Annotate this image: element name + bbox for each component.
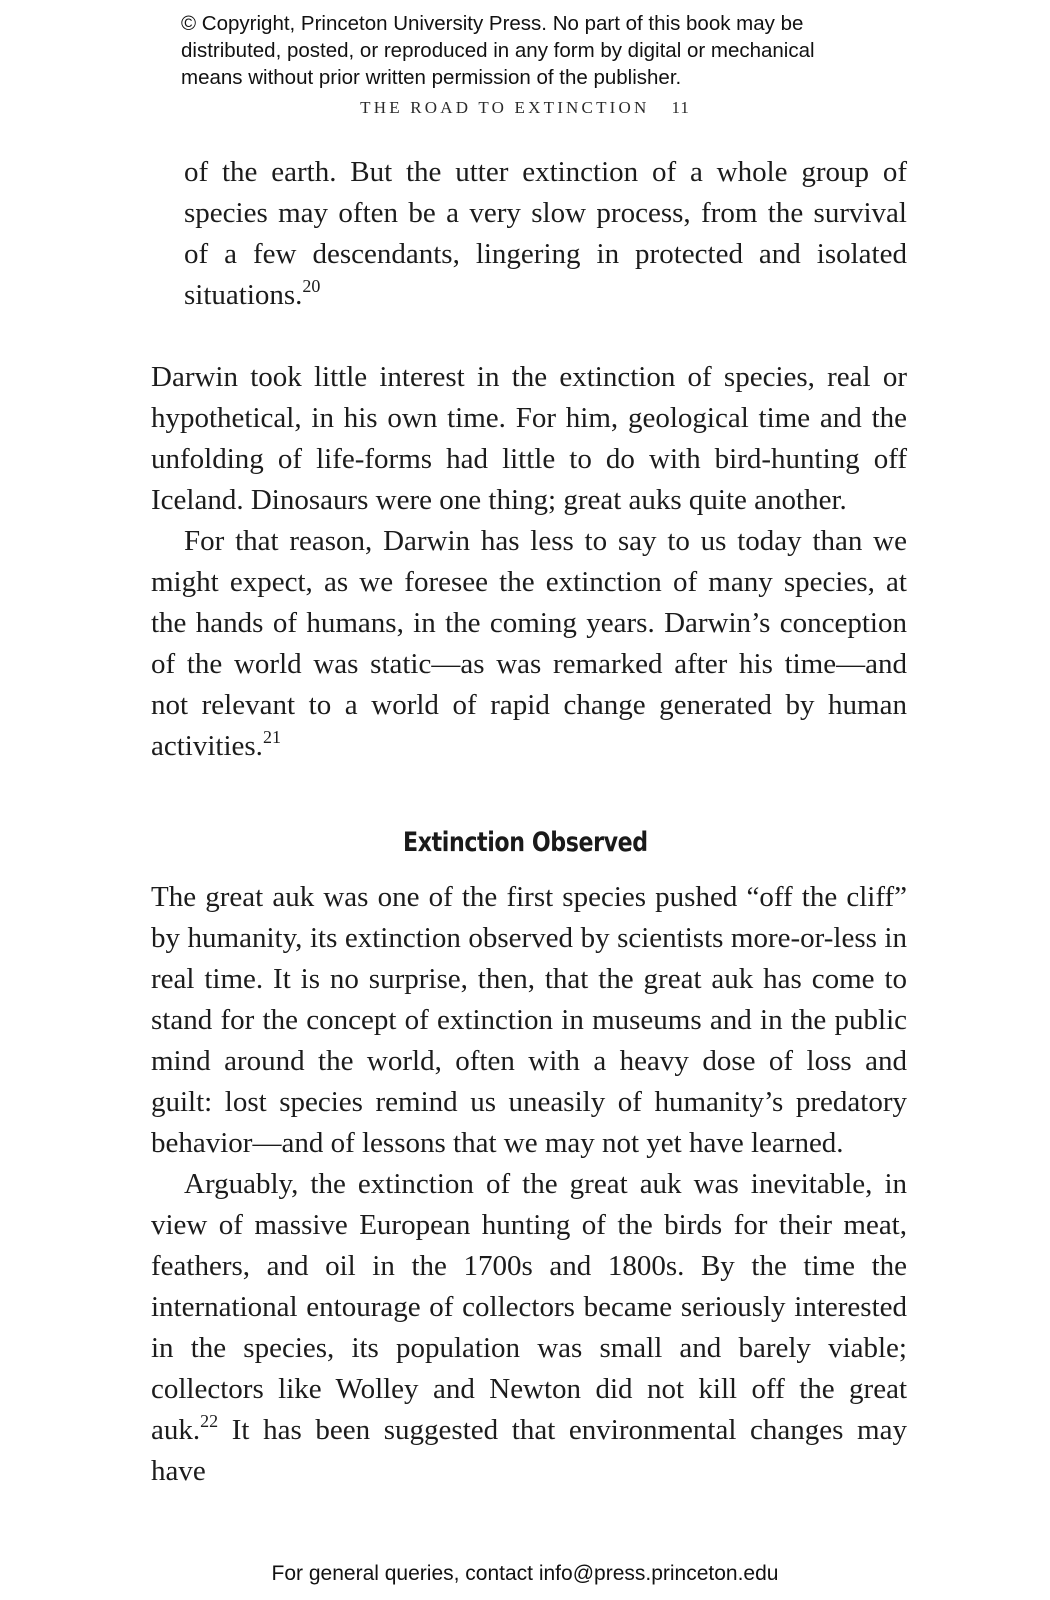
copyright-notice (181, 10, 901, 91)
copyright-line-1: © Copyright, Princeton University Press. No part of this book may be (181, 12, 804, 35)
body-section-darwin (151, 357, 907, 767)
copyright-line-3: means without prior written permission of the publisher. (181, 66, 682, 89)
paragraph-text: For that reason, Darwin has less to say to us today than we might expect, as we foresee the extinction of many species, at the hands of humans, in the coming years. Darwin’s conception of the world was static—as was remarked after his time—and not relevant to a world of rapid change generated by human activities. (151, 525, 907, 762)
page-number: 11 (671, 98, 690, 117)
section-heading: Extinction Observed (403, 827, 648, 858)
paragraph (151, 1164, 907, 1492)
footnote-ref-20: 20 (302, 276, 321, 296)
copyright-line-2: distributed, posted, or reproduced in any form by digital or mechanical (181, 39, 815, 62)
paragraph-text: Arguably, the extinction of the great auk was inevitable, in view of massive European hunting of the birds for their meat, feathers, and oil in the 1700s and 1800s. By the time the international entourage of collectors became seriously interested in the species, its population was small and barely viable; collectors like Wolley and Newton did not kill off the great auk. (151, 1168, 907, 1446)
paragraph: The great auk was one of the first species pushed “off the cliff” by humanity, its extinction observed by scientists more-or-less in real time. It is no surprise, then, that the great auk has come to stand for the concept of extinction in museums and in the public mind around the world, often with a heavy dose of loss and guilt: lost species remind us uneasily of humanity’s predatory behavior—and of lessons that we may not yet have learned. (151, 881, 907, 1159)
block-quote-text: of the earth. But the utter extinction of a whole group of species may often be a very slow process, from the survival of a few descendants, lingering in protected and isolated situations. (184, 156, 907, 311)
body-section-extinction-observed (151, 877, 907, 1492)
footer-contact: For general queries, contact info@press.princeton.edu (271, 1562, 779, 1585)
running-head-title: THE ROAD TO EXTINCTION (360, 98, 650, 117)
running-head (0, 98, 1050, 118)
block-quote (184, 152, 907, 316)
paragraph: Darwin took little interest in the extinction of species, real or hypothetical, in his own time. For him, geological time and the unfolding of life-forms had little to do with bird-hunting off Iceland. Dinosaurs were one thing; great auks quite another. (151, 361, 907, 516)
paragraph-text-continued: It has been suggested that environmental changes may have (151, 1414, 907, 1487)
footnote-ref-21: 21 (262, 727, 281, 747)
footnote-ref-22: 22 (200, 1411, 219, 1431)
paragraph (151, 521, 907, 767)
